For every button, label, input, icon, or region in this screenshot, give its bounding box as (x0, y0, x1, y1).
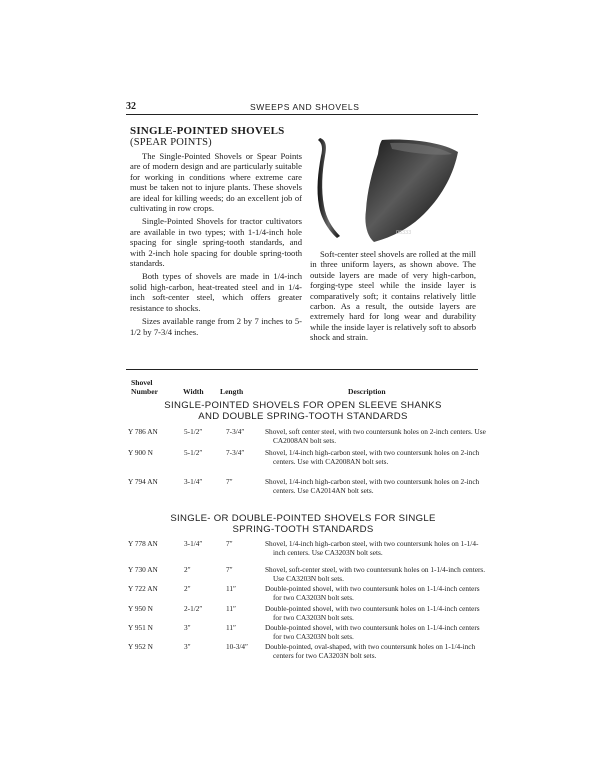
intro-left-column (130, 125, 302, 340)
shovel-description: Shovel, 1/4-inch high-carbon steel, with two countersunk holes on 2-inch centers. Use with CA2008AN bolt sets. (265, 448, 480, 466)
shovel-number: Y 778 AN (128, 539, 158, 548)
shovel-length: 11″ (226, 584, 237, 593)
group-title-line: SPRING-TOOTH STANDARDS (232, 524, 374, 535)
column-header-number: Shovel Number (131, 378, 158, 396)
shovel-number: Y 900 N (128, 448, 153, 457)
intro-paragraph: Both types of shovels are made in 1/4-inch solid high-carbon, heat-treated steel and in 1/4-inch soft-center steel, which offers greater resistance to shocks. (130, 271, 302, 313)
shovel-width: 2-1/2″ (184, 604, 203, 613)
intro-paragraph: Single-Pointed Shovels for tractor cultivators are available in two types; with 1-1/4-inch hole spacing for single spring-tooth standards, and with 2-inch hole spacing for double spring-tooth standards. (130, 216, 302, 269)
shovel-number: Y 952 N (128, 642, 153, 651)
shovel-description: Double-pointed shovel, with two countersunk holes on 1-1/4-inch centers for two CA3203N bolt sets. (265, 623, 480, 641)
shovel-description: Double-pointed shovel, with two countersunk holes on 1-1/4-inch centers for two CA3203N bolt sets. (265, 584, 480, 602)
column-header-description: Description (348, 387, 386, 396)
shovel-description: Double-pointed shovel, with two countersunk holes on 1-1/4-inch centers for two CA3203N bolt sets. (265, 604, 480, 622)
header-rule (126, 114, 478, 115)
group-title-line: SINGLE-POINTED SHOVELS FOR OPEN SLEEVE SHANKS (164, 400, 442, 411)
shovel-length: 7″ (226, 565, 233, 574)
shovel-length: 7-3/4″ (226, 427, 245, 436)
shovel-length: 11″ (226, 623, 237, 632)
running-head: SWEEPS AND SHOVELS (250, 102, 360, 112)
shovel-number: Y 730 AN (128, 565, 158, 574)
shovel-length: 7-3/4″ (226, 448, 245, 457)
intro-paragraph: Sizes available range from 2 by 7 inches to 5-1/2 by 7-3/4 inches. (130, 316, 302, 337)
shovel-number: Y 950 N (128, 604, 153, 613)
shovel-width: 3″ (184, 623, 191, 632)
column-header-width: Width (183, 387, 204, 396)
shovel-length: 10-3/4″ (226, 642, 249, 651)
shovel-description: Shovel, soft-center steel, with two countersunk holes on 1-1/4-inch centers. Use CA3203N bolt sets. (265, 565, 486, 583)
shovel-length: 11″ (226, 604, 237, 613)
shovel-length: 7″ (226, 477, 233, 486)
section-title: SINGLE-POINTED SHOVELS (130, 125, 285, 137)
shovel-number: Y 794 AN (128, 477, 158, 486)
shovel-illustration (312, 132, 462, 242)
table-top-rule (126, 369, 478, 370)
shovel-width: 2″ (184, 565, 191, 574)
figure-label: 06333 (396, 230, 412, 236)
shovel-width: 5-1/2″ (184, 427, 203, 436)
group-title-line: AND DOUBLE SPRING-TOOTH STANDARDS (198, 411, 408, 422)
shovel-number: Y 951 N (128, 623, 153, 632)
group-title (128, 513, 478, 535)
group-title (128, 400, 478, 422)
page-number: 32 (126, 101, 136, 112)
shovel-width: 3″ (184, 642, 191, 651)
group-title-line: SINGLE- OR DOUBLE-POINTED SHOVELS FOR SINGLE (170, 513, 436, 524)
shovel-width: 2″ (184, 584, 191, 593)
column-header-length: Length (220, 387, 244, 396)
shovel-description: Shovel, 1/4-inch high-carbon steel, with two countersunk holes on 1-1/4-inch centers. Use CA3203N bolt sets. (265, 539, 479, 557)
intro-paragraph: The Single-Pointed Shovels or Spear Points are of modern design and are particularly suitable for working in conditions where extreme care must be taken not to injure plants. These shovels are ideal for killing weeds; do an excellent job of cultivating in row crops. (130, 151, 302, 214)
page-header (126, 101, 470, 115)
shovel-length: 7″ (226, 539, 233, 548)
shovel-width: 5-1/2″ (184, 448, 203, 457)
intro-right-column (310, 249, 476, 346)
shovel-description: Shovel, 1/4-inch high-carbon steel, with two countersunk holes on 2-inch centers. Use CA2014AN bolt sets. (265, 477, 480, 495)
section-subtitle: (SPEAR POINTS) (130, 137, 212, 148)
shovel-front-view (365, 140, 458, 243)
shovel-description: Shovel, soft center steel, with two countersunk holes on 2-inch centers. Use CA2008AN bolt sets. (265, 427, 486, 445)
shovel-width: 3-1/4″ (184, 539, 203, 548)
shovel-number: Y 722 AN (128, 584, 158, 593)
shovel-side-profile (318, 138, 340, 238)
soft-center-paragraph: Soft-center steel shovels are rolled at the mill in three uniform layers, as shown above. The outside layers are made of very high-carbon, forging-type steel while the inside layer is comparatively soft; it contains relatively little carbon. As a result, the outside layers are extremely hard for long wear and durability while the inside layer is relatively soft to absorb shock and strain. (310, 249, 476, 343)
shovel-number: Y 786 AN (128, 427, 158, 436)
shovel-description: Double-pointed, oval-shaped, with two countersunk holes on 1-1/4-inch centers for two CA3203N bolt sets. (265, 642, 476, 660)
shovel-width: 3-1/4″ (184, 477, 203, 486)
